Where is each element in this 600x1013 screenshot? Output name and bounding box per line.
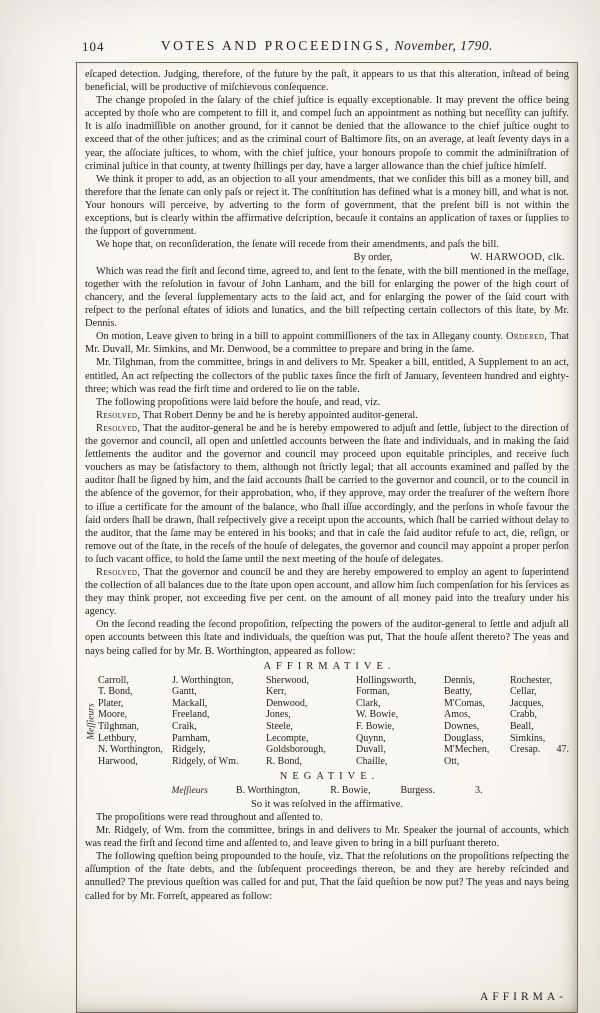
affirmative-name: Rochester, [510,674,553,686]
affirmative-name: Beall, [510,721,534,732]
affirmative-name: Carroll, [98,674,129,686]
affirmative-name: Denwood, [266,697,308,709]
resolution-result: So it was reſolved in the affirmative. [251,798,403,810]
affirmative-name: Gantt, [172,686,197,698]
page-header [76,36,578,58]
paragraph-resolved-auditor [85,422,569,566]
affirmative-name: Quynn, [356,732,386,744]
affirmative-name: Lecompte, [266,732,309,744]
affirmative-name: Cellar, [510,686,537,698]
negative-tally: 3. [475,785,483,797]
affirmative-table [85,675,569,768]
affirmative-name: F. Bowie, [356,721,395,732]
page-title-caps: VOTES AND PROCEEDINGS, [160,38,392,53]
affirmative-name: Beatty, [444,686,472,698]
affirmative-name: M'Mechen, [444,744,490,756]
affirmative-name: Steele, [266,721,293,732]
affirmative-heading: AFFIRMATIVE. [263,660,396,672]
affirmative-name: N. Worthington, [98,744,163,756]
paragraph-on-motion [85,330,569,356]
paragraph-resolved-agent [85,566,569,618]
affirmative-name: Simkins, [510,732,546,744]
affirmative-name: T. Bond, [98,686,133,698]
negative-names [236,785,435,798]
paragraph-money-bill: We think it proper to add, as an objection to all your amendments, that we conſider this bill as a money bill, and therefore that the ſenate can only paſs or reject it. The conſtitution has defined what is a money bill, and what is not. Your honours will perceive, by adverting to the form of government, that the preſent bill is not within the exceptions, but is clearly within the affirmative deſcription, becauſe it contains an application of taxes or ſupplies to the ſupport of government. [85,173,569,238]
affirmative-name: Dennis, [444,674,475,686]
affirmative-name: Kerr, [266,686,287,698]
affirmative-name: Amos, [444,709,471,721]
affirmative-name: Goldsborough, [266,744,326,756]
affirmative-name: Craik, [172,721,197,732]
ordered-label: Ordered, [505,331,548,343]
catchword: AFFIRMA- [480,991,567,1003]
negative-name: B. Worthington, [235,785,301,797]
resolved-label: Resolved, [96,422,141,434]
resolved-label: Resolved, [96,566,141,578]
affirmative-name: Jacques, [510,697,544,709]
resolved-text: That the auditor-general be and he is hereby empowered to adjuſt and ſettle, ſubject to the direction of the governor and council, all open and unſettled accounts between the ſtate and individuals, and in making the ſaid ſettlements the auditor and the governor and council may proceed upon equitable principles, and receive ſuch vouchers as may be ſatisfactory to them, although not ſtrictly legal; that all accounts examined and paſſed by the auditor ſhall be ſigned by him, and the ſaid accounts ſhall be carried to the governor and council, or to the council in the abſence of the governor, for their approbation, who, if they approve, may order the treaſurer of the weſtern ſhore to iſſue a certificate for the amount of the balance, who ſhall iſſue accordingly, and the perſons in whoſe favour the ſaid orders ſhall be drawn, ſhall reſpectively give a receipt upon the accounts, which ſhall be carried without delay to the auditor, that the ſame may be entered in his books; and that in caſe the ſaid auditor refuſe to act, die, reſign, or remove out of the ſtate, in the receſs of the houſe of delegates, the governor and council may appoint a proper perſon to ſuch vacant office, to hold the ſame until the next meeting of the houſe of delegates. [85,422,569,565]
affirmative-grid [98,675,569,768]
page-number: 104 [82,39,105,54]
affirmative-name: Duvall, [356,744,386,756]
on-motion-text: On motion, Leave given to bring in a bill to appoint commiſſioners of the tax in Allegany county. [96,331,504,343]
affirmative-name: Ridgely, [172,744,206,756]
affirmative-name: Cresap. [510,744,541,756]
paragraph-salary-objection: The change propoſed in the ſalary of the chief juſtice is equally exceptionable. It may prevent the office being accepted by thoſe who are competent to fill it, and compel ſuch an appointment as nothing but neceſſity can juſtify. It is alſo inadmiſſible on another ground, for it cannot be denied that the allowance to the chief juſtice ought to exceed that of the other juſtices; and as the criminal court of Baltimore ſits, on an average, at leaſt ſeventy days in a year, the aſſociate juſtices, to whom, with the chief juſtice, your honours propoſe to commit the adminiſtration of criminal juſtice in that county, at twenty ſhillings per day, have a larger allowance than the chief juſtice himſelf. [85,95,569,172]
negative-heading: NEGATIVE. [279,771,380,783]
messieurs-label: Meſſieurs [86,702,97,740]
affirmative-name: Plater, [98,697,124,709]
paragraph-propositions-assented: The propoſitions were read throughout and aſſented to. [96,811,323,823]
paragraph-tilghman-bill: Mr. Tilghman, from the committee, brings in and delivers to Mr. Speaker a bill, entitled, A Supplement to an act, entitled, An act reſpecting the collectors of the public taxes ſince the firſt of January, ſeventeen hundred and eighty-three; which was read the firſt time and ordered to lie on the table. [85,357,569,395]
affirmative-name: Downes, [444,721,480,732]
paragraph-read-and-sent: Which was read the firſt and ſecond time, agreed to, and ſent to the ſenate, with the bill mentioned in the meſſage, together with the reſolution in favour of John Lanham, and the bill for enlarging the power of the high court of chancery, and the ſeveral ſupplementary acts to the ſaid act, and for enlarging the power of the ſaid court with reſpect to the perſonal eſtates of idiots and lunatics, and the bill reſpecting certain collectors of this ſtate, by Mr. Dennis. [85,265,569,330]
paragraph-journal-of-accounts: Mr. Ridgely, of Wm. from the committee, brings in and delivers to Mr. Speaker the journal of accounts, which was read the firſt and ſecond time and aſſented to, and leave given to bring in a bill purſuant thereto. [85,825,569,850]
clerk-signature: W. HARWOOD, clk. [470,252,565,264]
affirmative-name: R. Bond, [266,755,302,767]
negative-name: R. Bowie, [330,785,371,797]
negative-name: Burgess. [400,785,436,797]
affirmative-name: Lethbury, [98,732,137,744]
byline [85,251,569,265]
negative-messieurs-label: Meſſieurs [171,786,208,797]
affirmative-name: Mackall, [172,697,208,709]
affirmative-name: Ott, [444,755,460,767]
page-title [76,36,578,56]
affirmative-name: M'Comas, [444,697,485,709]
affirmative-name: Freeland, [172,709,210,721]
affirmative-tally: 47. [556,743,569,755]
affirmative-name: Hollingsworth, [356,674,417,686]
negative-row [85,785,569,798]
content-frame [76,62,578,1013]
affirmative-name: Moore, [98,709,128,721]
resolved-label: Resolved, [96,409,141,421]
affirmative-name: Tilghman, [98,721,140,732]
ordered-text: That Mr. Duvall, Mr. Simkins, and Mr. Denwood, be a committee to prepare and bring in the ſame. [85,331,569,356]
paragraph-resolved-denny [85,409,569,422]
resolved-text: That Robert Denny be and he is hereby appointed auditor-general. [142,409,418,421]
resolved-text: That the governor and council be and they are hereby empowered to employ an agent to ſuperintend the collection of all balances due to the ſtate upon open account, and allow him ſuch compenſation for his ſervices as they may think proper, not exceeding five per cent. on the amount of all money paid into the treaſury under his agency. [85,566,569,618]
by-order-label: By order, [353,252,393,264]
affirmative-name: Douglass, [444,732,484,744]
paragraph-state-debts-question: The following queſtion being propounded to the houſe, viz. That the reſolutions on the propoſitions reſpecting the aſſumption of the ſtate debts, and the ſubſequent proceedings thereon, be and they are hereby reſcinded and annulled? The previous queſtion was called for and put, That the ſaid queſtion be now put? The yeas and nays being called for by Mr. Forreſt, appeared as follow: [85,851,569,902]
affirmative-name: J. Worthington, [172,674,234,686]
affirmative-name: Parnham, [172,732,211,744]
paragraph-second-reading: On the ſecond reading the ſecond propoſition, reſpecting the powers of the auditor-general to ſettle and adjuſt all open accounts between this ſtate and individuals, the queſtion was put, That the houſe aſſent thereto? The yeas and nays being called for by Mr. B. Worthington, appeared as follow: [85,619,569,657]
page-title-date: November, 1790. [394,38,494,53]
affirmative-name [510,756,569,768]
affirmative-name: Forman, [356,686,390,698]
paragraph-propositions-laid: The following propoſitions were laid before the houſe, and read, viz. [96,396,381,408]
affirmative-name: Chaille, [356,755,388,767]
affirmative-name: Harwood, [98,755,138,767]
affirmative-name: Clark, [356,697,381,709]
affirmative-name: W. Bowie, [356,709,399,721]
paragraph-hope-reconsideration: We hope that, on reconſideration, the ſenate will recede from their amendments, and paſs the bill. [96,239,499,251]
affirmative-name: Sherwood, [266,674,310,686]
affirmative-name: Jones, [266,709,291,721]
affirmative-name: Crabb, [510,709,537,721]
paragraph-continuation: eſcaped detection. Judging, therefore, of the future by the paſt, it appears to us that this alteration, inſtead of being beneficial, will be productive of miſchievous conſequence. [85,69,569,94]
affirmative-name: Ridgely, of Wm. [172,755,239,767]
